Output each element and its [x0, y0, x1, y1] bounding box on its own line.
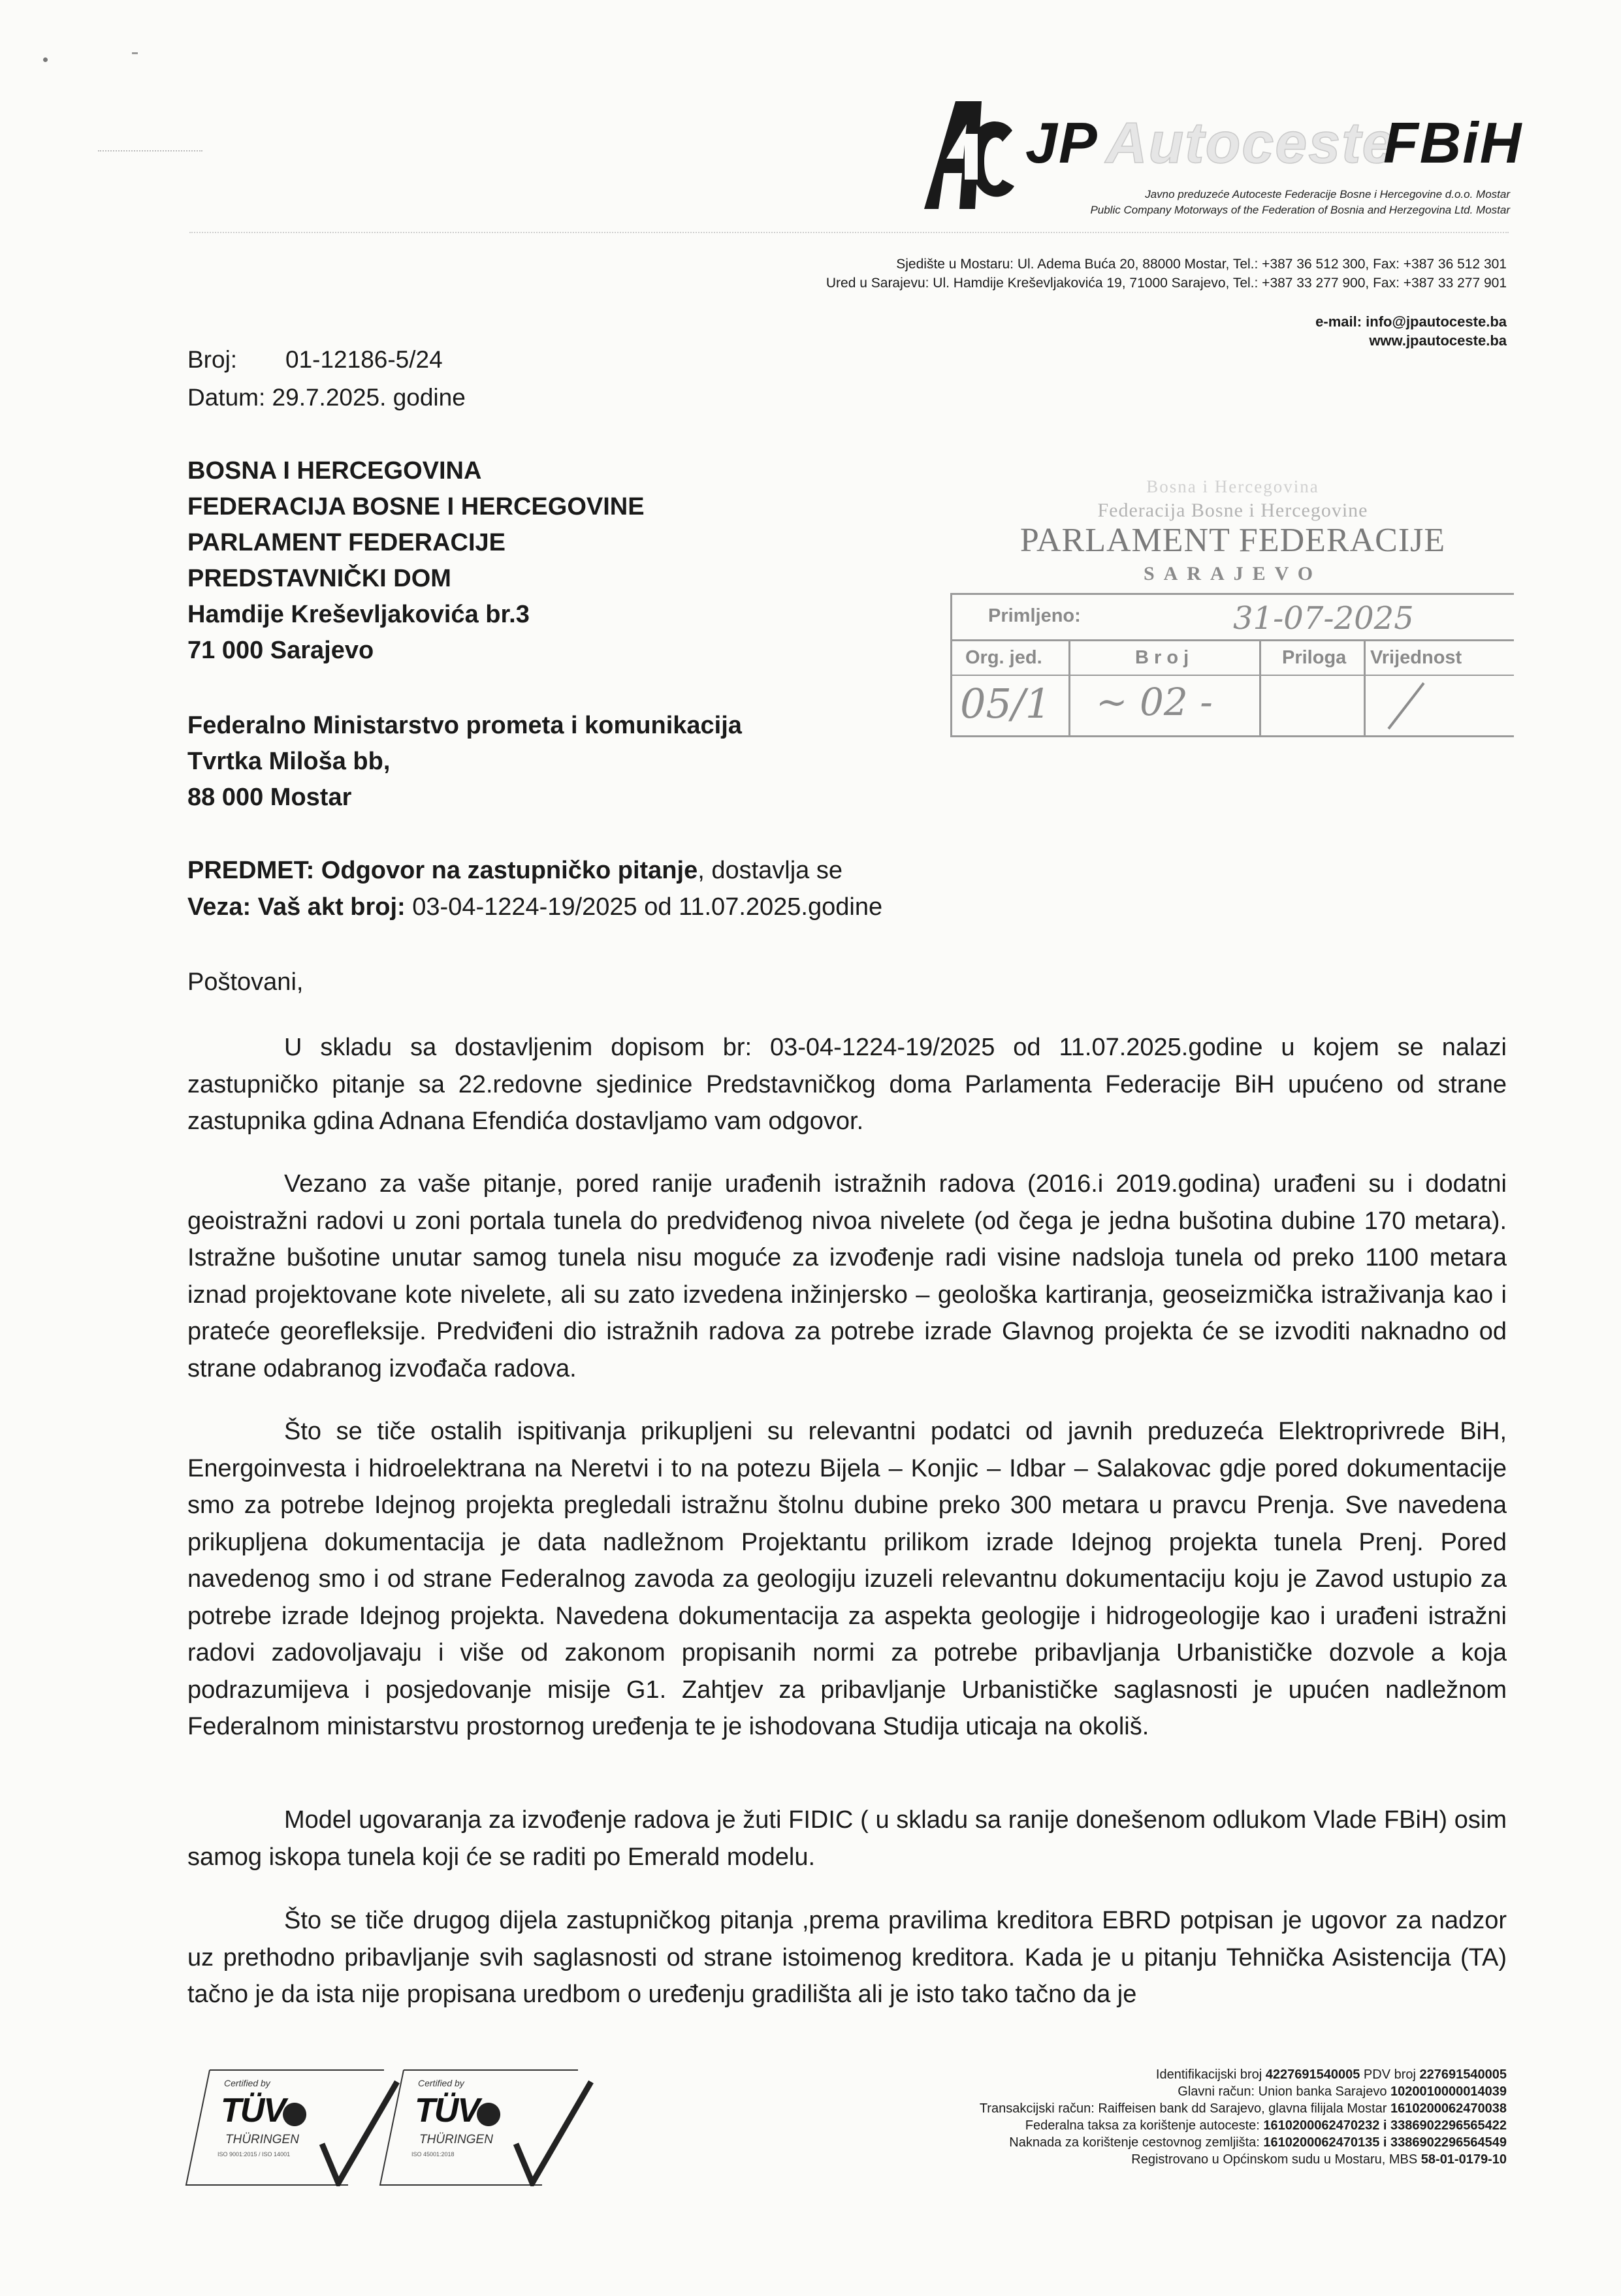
footer-registration-value: 58-01-0179-10 — [1420, 2152, 1507, 2167]
recipient2-line: 88 000 Mostar — [187, 784, 352, 811]
footer-toll-line — [1025, 2118, 1507, 2133]
stamp-col-priloga: Priloga — [1282, 647, 1347, 668]
footer-transaction-line — [980, 2101, 1507, 2116]
stamp-col-broj: B r o j — [1135, 647, 1189, 668]
cert-standard: ISO 9001:2015 / ISO 14001 — [217, 2151, 291, 2158]
address-mostar: Sjedište u Mostaru: Ul. Adema Buća 20, 88000 Mostar, Tel.: +387 36 512 300, Fax: +387 36 512 301 — [896, 257, 1507, 272]
reception-stamp — [950, 477, 1515, 735]
salutation: Poštovani, — [187, 968, 304, 996]
cert-by-label: Certified by — [418, 2078, 464, 2088]
footer-id-label: Identifikacijski broj — [1155, 2067, 1262, 2082]
stamp-primljeno-value: 31-07-2025 — [1233, 600, 1414, 637]
footer-land-fee-label: Naknada za korištenje cestovnog zemljišta: — [1009, 2135, 1260, 2150]
recipient-line: PARLAMENT FEDERACIJE — [187, 529, 506, 556]
recipient-line: BOSNA I HERCEGOVINA — [187, 457, 482, 485]
stamp-parliament: PARLAMENT FEDERACIJE — [1019, 522, 1446, 559]
footer-land-fee-line — [1009, 2135, 1507, 2150]
footer-registration-label: Registrovano u Općinskom sudu u Mostaru, MBS — [1131, 2152, 1418, 2167]
recipient-line: FEDERACIJA BOSNE I HERCEGOVINE — [187, 493, 645, 520]
footer-main-account-label: Glavni račun: Union banka Sarajevo — [1178, 2084, 1387, 2099]
certificate-frame-icon — [379, 2069, 594, 2186]
logo-jp-text: JP — [1025, 110, 1099, 175]
recipient2-line: Federalno Ministarstvo prometa i komunikacija — [187, 712, 742, 739]
veza-akt: Vaš akt broj: — [257, 893, 406, 921]
logo-fbih-text: FBiH — [1383, 110, 1523, 175]
stamp-federation: Federacija Bosne i Hercegovine — [1097, 500, 1368, 521]
footer-id-value: 4227691540005 — [1265, 2067, 1360, 2082]
subject-line — [187, 857, 843, 885]
footer-land-fee-value: 1610200062470135 i 3386902296564549 — [1263, 2135, 1507, 2150]
stamp-broj-value: ~ 02 - — [1096, 680, 1213, 724]
footer-registration-line — [1131, 2152, 1507, 2167]
header-divider — [189, 232, 1509, 233]
company-logo-icon — [905, 95, 1016, 215]
broj-label: Broj: — [187, 346, 238, 373]
stamp-col-org: Org. jed. — [965, 647, 1042, 668]
stamp-org-value: 05/1 — [960, 680, 1051, 727]
recipient2-line: Tvrtka Miloša bb, — [187, 748, 391, 775]
recipient-line: 71 000 Sarajevo — [187, 637, 374, 664]
predmet-title: Odgovor na zastupničko pitanje — [321, 857, 698, 884]
stamp-country: Bosna i Hercegovina — [1146, 477, 1319, 496]
cert-standard: ISO 45001:2018 — [411, 2151, 455, 2158]
body-paragraph-1: U skladu sa dostavljenim dopisom br: 03-04-1224-19/2025 od 11.07.2025.godine u kojem se nalazi zastupničko pitanje sa 22.redovne sjedinice Predstavničkog doma Parlamenta Federacije BiH upućeno od strane zastupnika gdina Adnana Efendića dostavljamo vam odgovor. — [187, 1034, 1507, 1135]
scan-speck — [98, 150, 202, 165]
stamp-table — [950, 593, 1514, 737]
company-name-bs: Javno preduzeće Autoceste Federacije Bosne i Hercegovine d.o.o. Mostar — [1145, 188, 1510, 200]
footer-main-account-value: 1020010000014039 — [1390, 2084, 1507, 2099]
body-paragraph-5: Što se tiče drugog dijela zastupničkog pitanja ,prema pravilima kreditora EBRD potpisan je ugovor za nadzor uz prethodno pribavljanje svih saglasnosti od strane istoimenog kreditora. Kada je u pitanju Tehnička Asistencija (TA) tačno je da ista nije propisana uredbom o uređenju gradilišta ali je isto tako tačno da je — [187, 1907, 1507, 2008]
broj-value: 01-12186-5/24 — [285, 346, 443, 373]
company-name-en: Public Company Motorways of the Federation of Bosnia and Herzegovina Ltd. Mostar — [1090, 204, 1510, 216]
footer-id-line — [1156, 2067, 1507, 2082]
scan-speck — [132, 52, 138, 54]
body-paragraph-2: Vezano za vaše pitanje, pored ranije urađenih istražnih radova (2016.i 2019.godina) urađeni su i dodatni geoistražni radovi u zoni portala tunela do predviđenog nivoa nivelete (od čega je jedna bušotina dubine 170 metara). Istražne bušotine unutar samog tunela nisu moguće za izvođenje radi visine nadsloja tunela od preko 1100 metara iznad projektovane kote nivelete, ali su zato izvedena inžinjersko – geološka kartiranja, geoseizmička istraživanja kao i prateće georefleksije. Predviđeni dio istražnih radova za potrebe izrade Glavnog projekta će se izvoditi naknadno od strane odabranog izvođača radova. — [187, 1170, 1507, 1382]
footer-pdv-value: 227691540005 — [1419, 2067, 1507, 2082]
certificate-frame-icon — [185, 2069, 400, 2186]
datum: Datum: 29.7.2025. godine — [187, 384, 466, 411]
reference-line — [187, 893, 882, 921]
recipient-line: Hamdije Kreševljakovića br.3 — [187, 601, 530, 628]
veza-rest: 03-04-1224-19/2025 od 11.07.2025.godine — [405, 893, 883, 921]
stamp-primljeno-label: Primljeno: — [988, 605, 1081, 626]
address-sarajevo: Ured u Sarajevu: Ul. Hamdije Kreševljakovića 19, 71000 Sarajevo, Tel.: +387 33 277 900, Fax: +387 33 277 901 — [826, 276, 1507, 291]
stamp-city: SARAJEVO — [1143, 563, 1323, 584]
footer-transaction-label: Transakcijski račun: Raiffeisen bank dd Sarajevo, glavna filijala Mostar — [979, 2101, 1387, 2116]
footer-toll-label: Federalna taksa za korištenje autoceste: — [1025, 2118, 1260, 2133]
stamp-col-line — [1364, 639, 1366, 735]
footer-transaction-value: 1610200062470038 — [1390, 2101, 1507, 2116]
certificate-badge — [185, 2069, 400, 2186]
veza-label: Veza: — [187, 893, 251, 921]
predmet-rest: , dostavlja se — [698, 857, 843, 884]
stamp-col-line — [1068, 639, 1070, 735]
footer-main-account-line — [1178, 2084, 1507, 2099]
stamp-col-vrijednost: Vrijednost — [1370, 647, 1462, 668]
stamp-slash-mark-icon — [1383, 680, 1436, 732]
footer-toll-value: 1610200062470232 i 3386902296565422 — [1263, 2118, 1507, 2133]
cert-region: THÜRINGEN — [225, 2133, 299, 2146]
certificate-badge — [379, 2069, 594, 2186]
recipient-line: PREDSTAVNIČKI DOM — [187, 565, 451, 592]
stamp-row-line — [952, 675, 1514, 676]
footer-pdv-label: PDV broj — [1363, 2067, 1416, 2082]
cert-tuv-brand: TÜV — [415, 2092, 479, 2129]
cert-by-label: Certified by — [224, 2078, 270, 2088]
email-link[interactable]: e-mail: info@jpautoceste.ba — [1315, 313, 1507, 330]
scan-speck — [43, 57, 48, 62]
body-paragraph-4: Model ugovaranja za izvođenje radova je žuti FIDIC ( u skladu sa ranije donešenom odlukom Vlade FBiH) osim samog iskopa tunela koji će se raditi po Emerald modelu. — [187, 1806, 1507, 1871]
stamp-row-line — [952, 639, 1514, 641]
body-paragraph-3: Što se tiče ostalih ispitivanja prikupljeni su relevantni podatci od javnih preduzeća Elektroprivrede BiH, Energoinvesta i hidroelektrana na Neretvi i to na potezu Bijela – Konjic – Idbar – Salakovac gdje pored dokumentacije smo za potrebe Idejnog projekta pregledali istražnu štolnu dubine preko 300 metara u pravcu Prenja. Sve navedena prikupljena dokumentacija je data nadležnom Projektantu prilikom izrade Idejnog projekta tunela Prenj. Pored navedenog smo i od strane Federalnog zavoda za geologiju izuzeli relevantnu dokumentaciju koju je Zavod ustupio za potrebe izrade Idejnog projekta. Navedena dokumentacija za aspekta geologije i hidrogeologije kao i urađeni istražni radovi zadovoljavaju i više od zakonom propisanih normi za potrebe pribavljanja Urbanističke dozvole a koja podrazumijeva i posjedovanje misije G1. Zahtjev za pribavljanje Urbanističke saglasnosti je upućen nadležnom Federalnom ministarstvu prostornog uređenja te je ishodovana Studija uticaja na okoliš. — [187, 1418, 1507, 1740]
cert-region: THÜRINGEN — [419, 2133, 493, 2146]
cert-tuv-brand: TÜV — [221, 2092, 285, 2129]
website-link[interactable]: www.jpautoceste.ba — [1369, 332, 1507, 349]
logo-autoceste-text: Autoceste — [1106, 110, 1396, 175]
predmet-label: PREDMET: — [187, 857, 315, 884]
stamp-col-line — [1259, 639, 1261, 735]
